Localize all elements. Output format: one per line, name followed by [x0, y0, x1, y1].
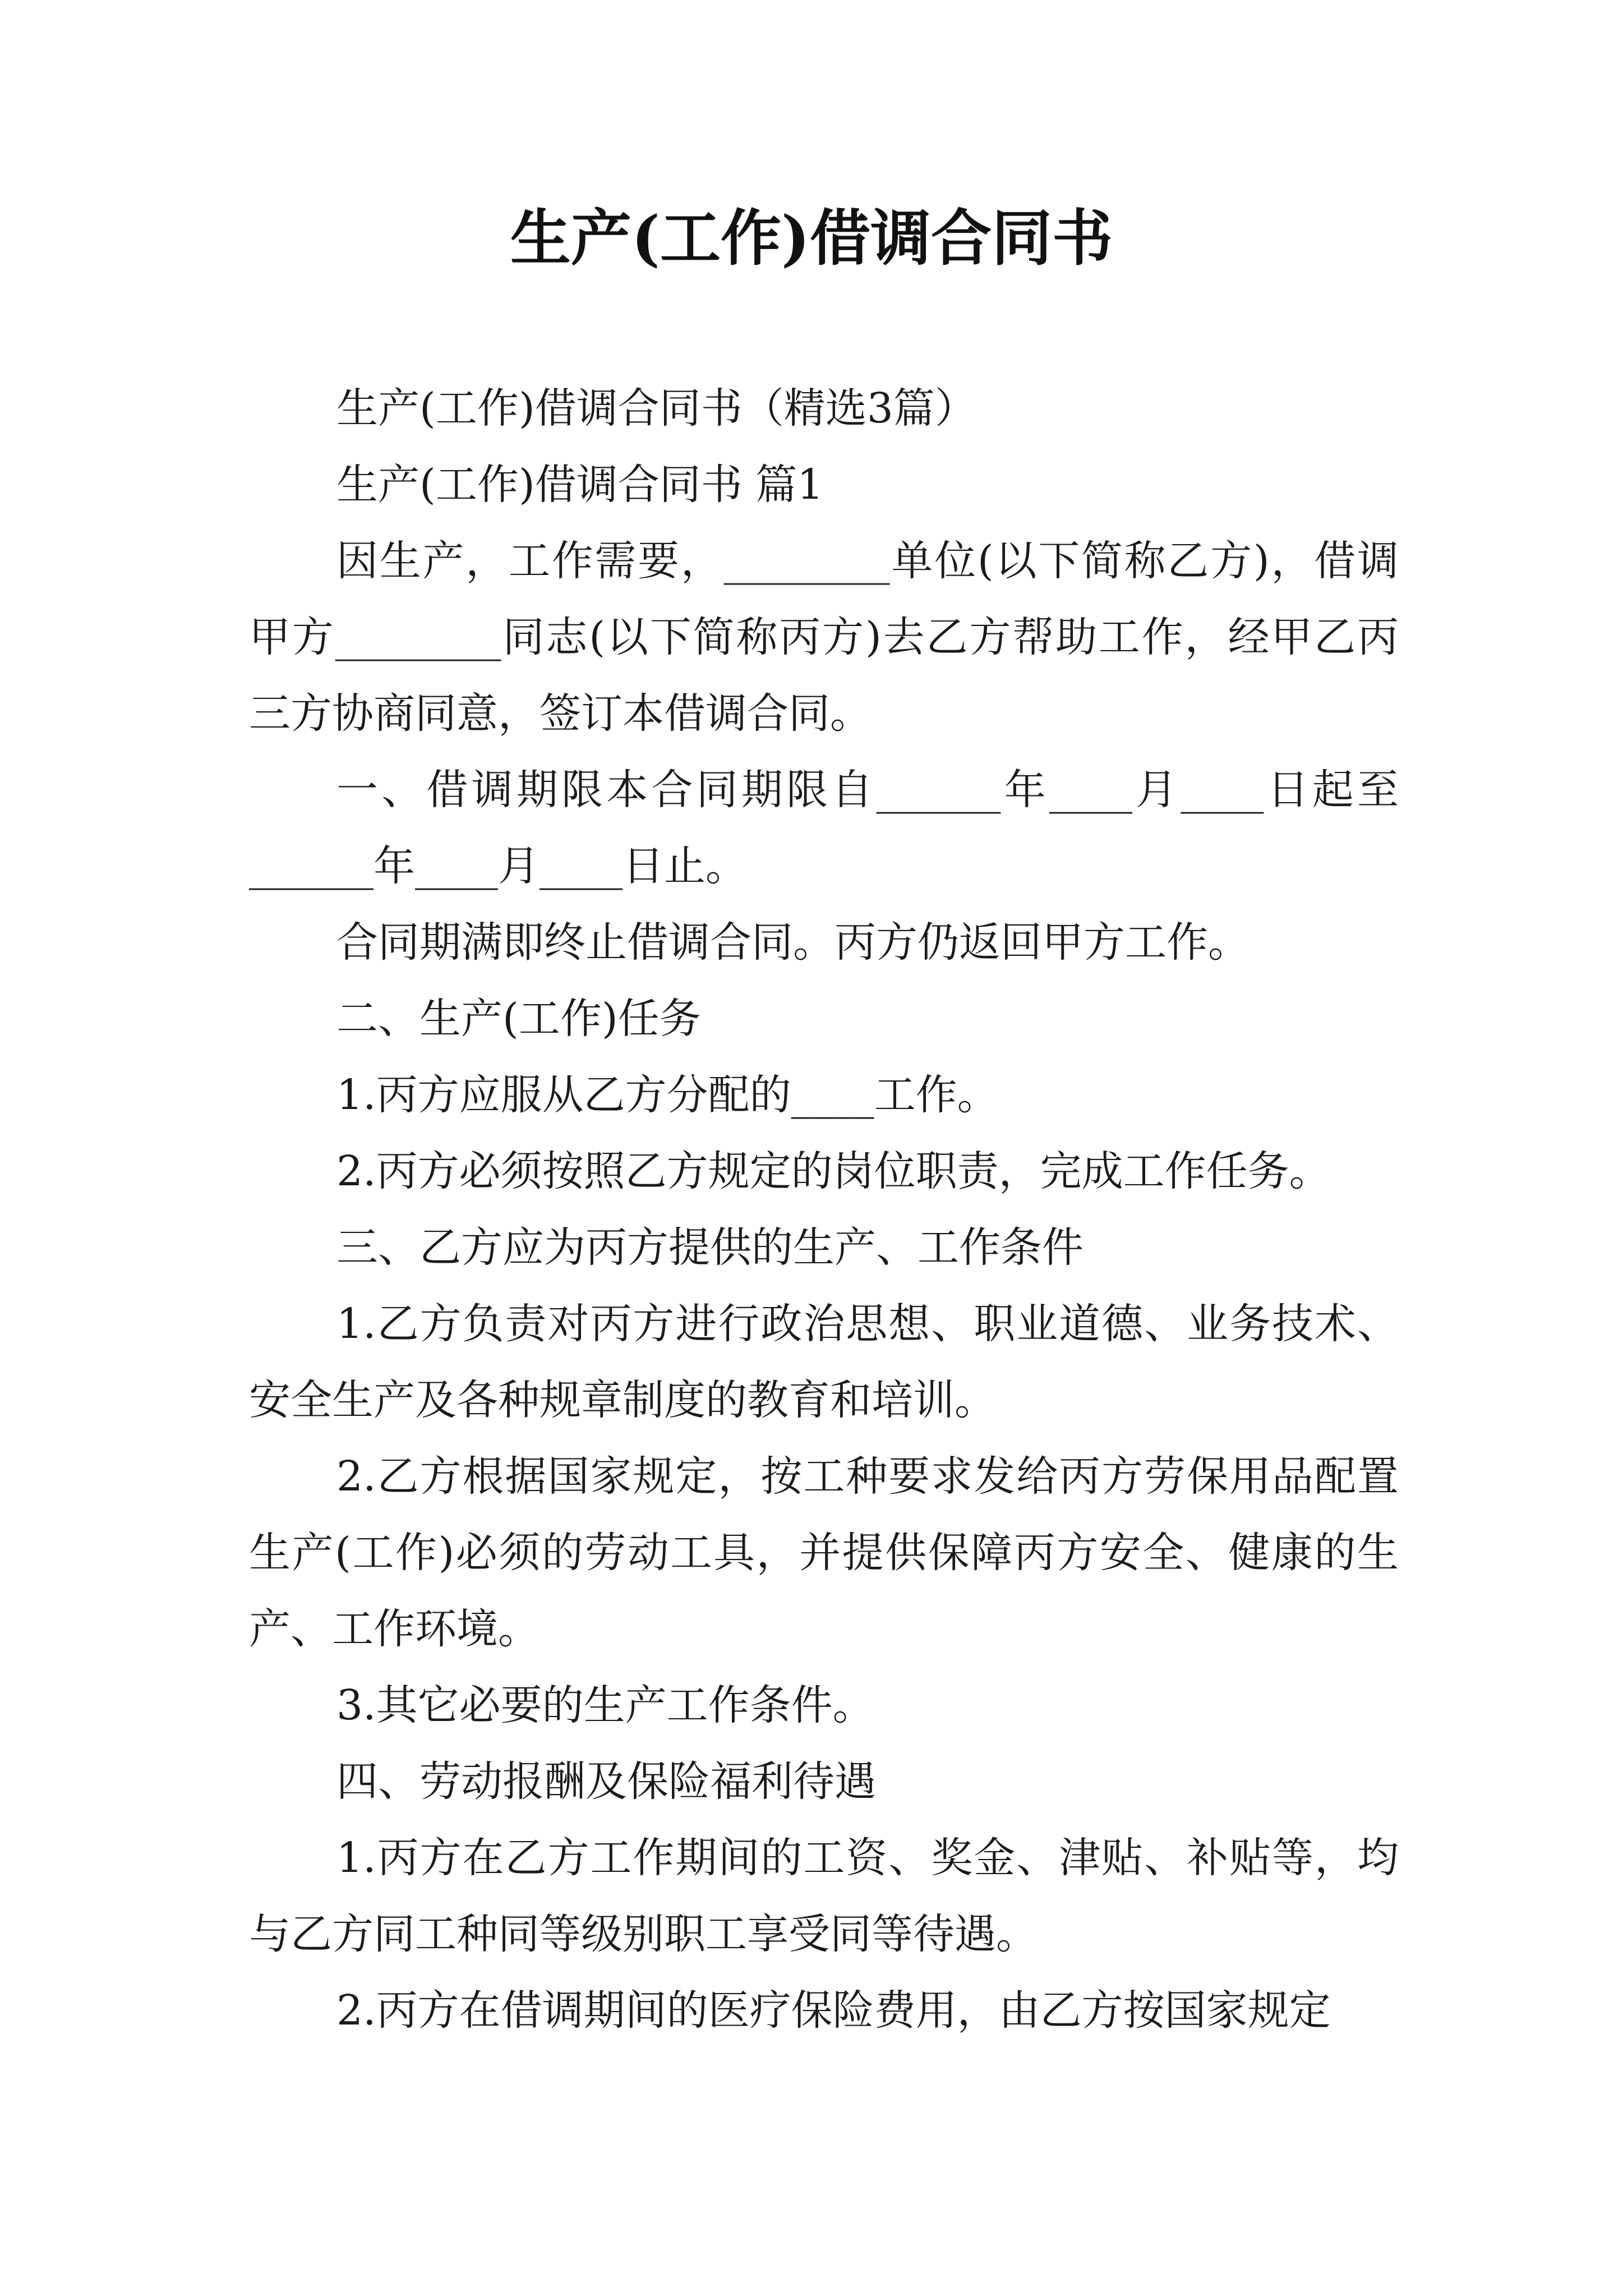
paragraph: 2.丙方在借调期间的医疗保险费用，由乙方按国家规定 [336, 1986, 1331, 2035]
paragraph: 1.丙方应服从乙方分配的____工作。 [336, 1071, 999, 1119]
paragraph: 三、乙方应为丙方提供的生产、工作条件 [336, 1223, 1083, 1272]
paragraph: 2.丙方必须按照乙方规定的岗位职责，完成工作任务。 [336, 1147, 1331, 1195]
paragraph: 因生产，工作需要，________单位(以下简称乙方)，借调甲方________同志(以下简称丙方)去乙方帮助工作，经甲乙丙三方协商同意，签订本借调合同。 [249, 537, 1399, 738]
paragraph: 合同期满即终止借调合同。丙方仍返回甲方工作。 [336, 918, 1249, 967]
paragraph: 生产(工作)借调合同书 篇1 [336, 461, 824, 509]
paragraph: 生产(工作)借调合同书（精选3篇） [336, 384, 976, 432]
paragraph: 四、劳动报酬及保险福利待遇 [336, 1757, 876, 1806]
paragraph: 2.乙方根据国家规定，按工种要求发给丙方劳保用品配置生产(工作)必须的劳动工具，并提供保障丙方安全、健康的生产、工作环境。 [249, 1452, 1399, 1653]
document-body [249, 370, 1399, 2049]
paragraph: 1.丙方在乙方工作期间的工资、奖金、津贴、补贴等，均与乙方同工种同等级别职工享受同等待遇。 [249, 1834, 1399, 1958]
paragraph: 1.乙方负责对丙方进行政治思想、职业道德、业务技术、安全生产及各种规章制度的教育和培训。 [249, 1300, 1399, 1424]
paragraph: 3.其它必要的生产工作条件。 [336, 1681, 874, 1729]
paragraph: 二、生产(工作)任务 [336, 995, 701, 1043]
paragraph: 一、借调期限本合同期限自______年____月____日起至______年____月____日止。 [249, 766, 1399, 890]
document-title: 生产(工作)借调合同书 [510, 203, 1113, 274]
